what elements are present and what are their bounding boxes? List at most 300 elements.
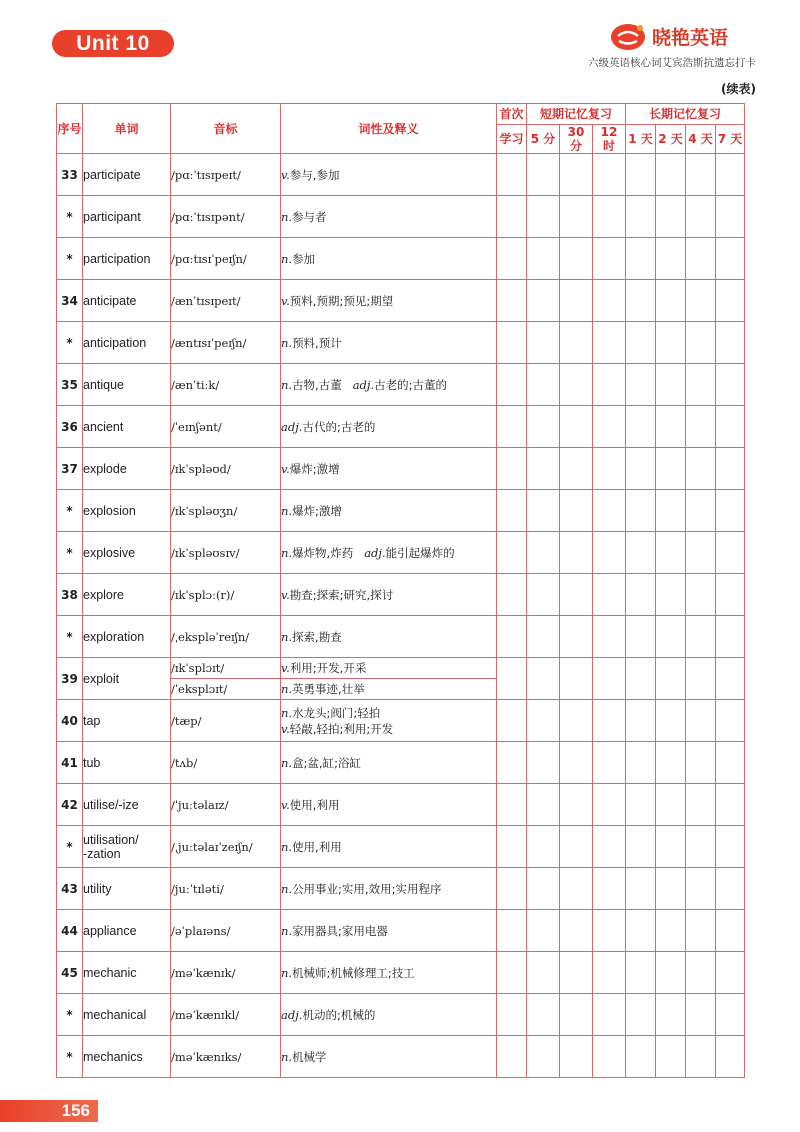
checkbox-cell[interactable] (686, 196, 716, 238)
word-text: tap (83, 713, 101, 728)
checkbox-cell[interactable] (686, 448, 716, 490)
meaning-text: 能引起爆炸的 (385, 545, 455, 560)
table-row (57, 154, 745, 196)
checkbox-cell[interactable] (527, 238, 560, 280)
checkbox-cell[interactable] (716, 406, 745, 448)
phonetic-cell: /tʌb/ (171, 742, 281, 784)
checkbox-cell[interactable] (593, 280, 626, 322)
checkbox-cell[interactable] (656, 196, 686, 238)
checkbox-cell[interactable] (497, 490, 527, 532)
meaning-cell (281, 658, 497, 679)
meaning-cell (281, 196, 497, 238)
checkbox-cell[interactable] (527, 742, 560, 784)
checkbox-cell[interactable] (527, 322, 560, 364)
meaning-text: 家用器具;家用电器 (292, 923, 388, 938)
checkbox-cell[interactable] (497, 700, 527, 742)
checkbox-cell[interactable] (593, 910, 626, 952)
checkbox-cell[interactable] (560, 574, 593, 616)
checkbox-cell[interactable] (716, 532, 745, 574)
checkbox-cell[interactable] (497, 406, 527, 448)
checkbox-cell[interactable] (656, 448, 686, 490)
checkbox-cell[interactable] (497, 322, 527, 364)
checkbox-cell[interactable] (560, 448, 593, 490)
checkbox-cell[interactable] (656, 574, 686, 616)
checkbox-cell[interactable] (593, 616, 626, 658)
checkbox-cell[interactable] (686, 784, 716, 826)
meaning-text: 利用;开发,开采 (289, 661, 367, 675)
checkbox-cell[interactable] (656, 238, 686, 280)
checkbox-cell[interactable] (716, 952, 745, 994)
checkbox-cell[interactable] (497, 784, 527, 826)
part-of-speech: n. (281, 335, 293, 350)
checkbox-cell[interactable] (527, 994, 560, 1036)
checkbox-cell[interactable] (656, 700, 686, 742)
col-long-term-header: 长期记忆复习 (626, 104, 745, 125)
part-of-speech: n. (281, 839, 293, 854)
col-phonetic-header: 音标 (171, 104, 281, 154)
phonetic-cell: /ɪkˈspləʊʒn/ (171, 490, 281, 532)
seq-cell: 36 (57, 406, 83, 448)
checkbox-cell[interactable] (593, 868, 626, 910)
checkbox-cell[interactable] (686, 574, 716, 616)
checkbox-cell[interactable] (716, 196, 745, 238)
col-seq-header: 序号 (57, 104, 83, 154)
meaning-text: 水龙头;阀门;轻拍 (292, 705, 381, 720)
checkbox-cell[interactable] (527, 868, 560, 910)
table-row (57, 196, 745, 238)
checkbox-cell[interactable] (593, 952, 626, 994)
word-text: explosion (83, 503, 136, 518)
meaning-text: 爆炸物,炸药 (292, 545, 354, 560)
checkbox-cell[interactable] (560, 994, 593, 1036)
part-of-speech: v. (281, 721, 290, 736)
checkbox-cell[interactable] (593, 784, 626, 826)
checkbox-cell[interactable] (716, 868, 745, 910)
checkbox-cell[interactable] (686, 616, 716, 658)
checkbox-cell[interactable] (626, 322, 656, 364)
checkbox-cell[interactable] (560, 154, 593, 196)
meaning-text: 勘查;探索;研究,探讨 (289, 587, 394, 602)
checkbox-cell[interactable] (686, 532, 716, 574)
checkbox-cell[interactable] (716, 490, 745, 532)
word-cell (83, 532, 171, 574)
checkbox-cell[interactable] (716, 994, 745, 1036)
word-text: mechanic (83, 965, 137, 980)
phonetic-cell: /juːˈtɪləti/ (171, 868, 281, 910)
checkbox-cell[interactable] (716, 616, 745, 658)
table-row (57, 490, 745, 532)
checkbox-cell[interactable] (527, 574, 560, 616)
checkbox-cell[interactable] (656, 532, 686, 574)
seq-cell: * (57, 238, 83, 280)
phonetic-cell: /ˈeɪnʃənt/ (171, 406, 281, 448)
checkbox-cell[interactable] (560, 364, 593, 406)
table-row (57, 532, 745, 574)
checkbox-cell[interactable] (527, 784, 560, 826)
checkbox-cell[interactable] (593, 532, 626, 574)
seq-cell: * (57, 196, 83, 238)
checkbox-cell[interactable] (593, 994, 626, 1036)
checkbox-cell[interactable] (593, 406, 626, 448)
checkbox-cell[interactable] (626, 364, 656, 406)
checkbox-cell[interactable] (716, 700, 745, 742)
checkbox-cell[interactable] (716, 742, 745, 784)
checkbox-cell[interactable] (656, 742, 686, 784)
checkbox-cell[interactable] (656, 784, 686, 826)
unit-badge: Unit 10 (52, 30, 174, 57)
checkbox-cell[interactable] (560, 490, 593, 532)
phonetic-cell: /məˈkænɪks/ (171, 1036, 281, 1078)
seq-cell: * (57, 490, 83, 532)
checkbox-cell[interactable] (593, 1036, 626, 1078)
checkbox-cell[interactable] (626, 532, 656, 574)
part-of-speech: n. (281, 503, 293, 518)
checkbox-cell[interactable] (686, 490, 716, 532)
checkbox-cell[interactable] (656, 952, 686, 994)
checkbox-cell[interactable] (656, 868, 686, 910)
meaning-cell (281, 700, 497, 742)
checkbox-cell[interactable] (560, 868, 593, 910)
checkbox-cell[interactable] (626, 742, 656, 784)
meaning-cell (281, 784, 497, 826)
checkbox-cell[interactable] (527, 532, 560, 574)
checkbox-cell[interactable] (527, 910, 560, 952)
checkbox-cell[interactable] (560, 826, 593, 868)
phonetic-cell: /ˈjuːtəlaɪz/ (171, 784, 281, 826)
checkbox-cell[interactable] (497, 196, 527, 238)
checkbox-cell[interactable] (626, 490, 656, 532)
seq-cell: * (57, 1036, 83, 1078)
phonetic-cell: /ænˈtɪsɪpeɪt/ (171, 280, 281, 322)
checkbox-cell[interactable] (626, 406, 656, 448)
checkbox-cell[interactable] (656, 490, 686, 532)
checkbox-cell[interactable] (716, 910, 745, 952)
word-text: anticipate (83, 293, 137, 308)
checkbox-cell[interactable] (497, 448, 527, 490)
checkbox-cell[interactable] (593, 826, 626, 868)
phonetic-cell: /ˌjuːtəlaɪˈzeɪʃn/ (171, 826, 281, 868)
part-of-speech: v. (281, 587, 290, 602)
checkbox-cell[interactable] (716, 448, 745, 490)
word-cell (83, 910, 171, 952)
checkbox-cell[interactable] (686, 154, 716, 196)
checkbox-cell[interactable] (656, 616, 686, 658)
checkbox-cell[interactable] (560, 280, 593, 322)
meaning-text: 预料,预计 (292, 335, 342, 350)
checkbox-cell[interactable] (560, 532, 593, 574)
checkbox-cell[interactable] (593, 574, 626, 616)
checkbox-cell[interactable] (626, 1036, 656, 1078)
checkbox-cell[interactable] (497, 994, 527, 1036)
word-cell (83, 1036, 171, 1078)
checkbox-cell[interactable] (497, 742, 527, 784)
checkbox-cell[interactable] (527, 490, 560, 532)
checkbox-cell[interactable] (593, 700, 626, 742)
phonetic-cell: /ɪkˈsplɔɪt/ (171, 658, 281, 679)
word-cell (83, 784, 171, 826)
word-text: explosive (83, 545, 136, 560)
checkbox-cell[interactable] (716, 280, 745, 322)
col-short-term-header: 短期记忆复习 (527, 104, 626, 125)
col-long-4d: 4 天 (686, 125, 716, 154)
word-text: mechanical (83, 1007, 147, 1022)
meaning-text: 古老的;古董的 (374, 377, 448, 392)
checkbox-cell[interactable] (527, 1036, 560, 1078)
seq-cell: 40 (57, 700, 83, 742)
phonetic-cell: /ˌekspləˈreɪʃn/ (171, 616, 281, 658)
meaning-text: 公用事业;实用,效用;实用程序 (292, 881, 442, 896)
checkbox-cell[interactable] (626, 658, 656, 700)
phonetic-cell: /ˈeksplɔɪt/ (171, 679, 281, 700)
checkbox-cell[interactable] (626, 196, 656, 238)
checkbox-cell[interactable] (497, 238, 527, 280)
checkbox-cell[interactable] (560, 742, 593, 784)
meaning-text: 机械学 (292, 1049, 327, 1064)
checkbox-cell[interactable] (593, 364, 626, 406)
checkbox-cell[interactable] (686, 994, 716, 1036)
checkbox-cell[interactable] (497, 280, 527, 322)
seq-cell: 34 (57, 280, 83, 322)
col-long-2d: 2 天 (656, 125, 686, 154)
part-of-speech: adj. (281, 1007, 303, 1022)
checkbox-cell[interactable] (716, 238, 745, 280)
checkbox-cell[interactable] (656, 280, 686, 322)
meaning-cell (281, 280, 497, 322)
table-row (57, 406, 745, 448)
checkbox-cell[interactable] (656, 322, 686, 364)
checkbox-cell[interactable] (497, 868, 527, 910)
checkbox-cell[interactable] (626, 238, 656, 280)
checkbox-cell[interactable] (626, 616, 656, 658)
meaning-cell (281, 238, 497, 280)
meaning-cell (281, 952, 497, 994)
meaning-cell (281, 868, 497, 910)
checkbox-cell[interactable] (716, 1036, 745, 1078)
meaning-cell (281, 742, 497, 784)
checkbox-cell[interactable] (686, 910, 716, 952)
meaning-text: 参与,参加 (289, 167, 340, 182)
meaning-cell (281, 910, 497, 952)
seq-cell: * (57, 322, 83, 364)
word-cell (83, 700, 171, 742)
meaning-cell (281, 490, 497, 532)
checkbox-cell[interactable] (716, 364, 745, 406)
checkbox-cell[interactable] (497, 154, 527, 196)
continued-label: (续表) (721, 82, 756, 96)
col-short-12h: 12 时 (593, 125, 626, 154)
phonetic-cell: /məˈkænɪkl/ (171, 994, 281, 1036)
checkbox-cell[interactable] (497, 532, 527, 574)
checkbox-cell[interactable] (686, 406, 716, 448)
part-of-speech: v. (281, 661, 290, 675)
checkbox-cell[interactable] (626, 994, 656, 1036)
checkbox-cell[interactable] (656, 364, 686, 406)
checkbox-cell[interactable] (560, 238, 593, 280)
checkbox-cell[interactable] (527, 406, 560, 448)
part-of-speech: v. (281, 167, 290, 182)
table-row (57, 910, 745, 952)
checkbox-cell[interactable] (527, 826, 560, 868)
checkbox-cell[interactable] (560, 322, 593, 364)
col-first-study-sub: 学习 (497, 125, 527, 154)
checkbox-cell[interactable] (716, 574, 745, 616)
checkbox-cell[interactable] (686, 700, 716, 742)
meaning-text: 探索,勘查 (292, 629, 342, 644)
table-row (57, 784, 745, 826)
checkbox-cell[interactable] (527, 658, 560, 700)
checkbox-cell[interactable] (527, 616, 560, 658)
checkbox-cell[interactable] (497, 910, 527, 952)
checkbox-cell[interactable] (686, 826, 716, 868)
table-row (57, 616, 745, 658)
checkbox-cell[interactable] (626, 868, 656, 910)
checkbox-cell[interactable] (656, 994, 686, 1036)
brand-logo-icon (610, 22, 648, 52)
word-cell (83, 406, 171, 448)
part-of-speech: n. (281, 881, 293, 896)
table-row (57, 574, 745, 616)
word-cell (83, 238, 171, 280)
checkbox-cell[interactable] (527, 448, 560, 490)
meaning-text: 使用,利用 (289, 797, 340, 812)
table-row (57, 322, 745, 364)
col-short-5min: 5 分 (527, 125, 560, 154)
word-text: explore (83, 587, 124, 602)
checkbox-cell[interactable] (560, 952, 593, 994)
word-cell (83, 952, 171, 994)
checkbox-cell[interactable] (497, 574, 527, 616)
table-row (57, 826, 745, 868)
word-cell (83, 994, 171, 1036)
phonetic-cell: /pɑːˈtɪsɪpeɪt/ (171, 154, 281, 196)
checkbox-cell[interactable] (716, 658, 745, 700)
phonetic-cell: /pɑːˈtɪsɪpənt/ (171, 196, 281, 238)
checkbox-cell[interactable] (593, 322, 626, 364)
checkbox-cell[interactable] (686, 238, 716, 280)
checkbox-cell[interactable] (560, 196, 593, 238)
table-row (57, 448, 745, 490)
word-cell: exploit (83, 658, 171, 700)
checkbox-cell[interactable] (686, 322, 716, 364)
checkbox-cell[interactable] (593, 742, 626, 784)
phonetic-cell: /tæp/ (171, 700, 281, 742)
checkbox-cell[interactable] (686, 952, 716, 994)
checkbox-cell[interactable] (560, 616, 593, 658)
checkbox-cell[interactable] (593, 196, 626, 238)
checkbox-cell[interactable] (497, 826, 527, 868)
checkbox-cell[interactable] (686, 280, 716, 322)
checkbox-cell[interactable] (716, 154, 745, 196)
checkbox-cell[interactable] (527, 700, 560, 742)
checkbox-cell[interactable] (686, 364, 716, 406)
checkbox-cell[interactable] (626, 826, 656, 868)
checkbox-cell[interactable] (527, 952, 560, 994)
seq-cell: * (57, 616, 83, 658)
checkbox-cell[interactable] (716, 322, 745, 364)
page-number: 156 (61, 1101, 90, 1120)
checkbox-cell[interactable] (656, 406, 686, 448)
checkbox-cell[interactable] (560, 658, 593, 700)
checkbox-cell[interactable] (716, 784, 745, 826)
checkbox-cell[interactable] (656, 658, 686, 700)
part-of-speech: n. (281, 251, 293, 266)
checkbox-cell[interactable] (560, 1036, 593, 1078)
word-cell (83, 616, 171, 658)
checkbox-cell[interactable] (593, 238, 626, 280)
checkbox-cell[interactable] (593, 154, 626, 196)
checkbox-cell[interactable] (497, 658, 527, 700)
meaning-text: 机械师;机械修理工;技工 (292, 965, 415, 980)
phonetic-cell: /ɪkˈsplɔː(r)/ (171, 574, 281, 616)
word-cell (83, 154, 171, 196)
checkbox-cell[interactable] (686, 868, 716, 910)
checkbox-cell[interactable] (686, 1036, 716, 1078)
checkbox-cell[interactable] (560, 910, 593, 952)
checkbox-cell[interactable] (626, 448, 656, 490)
checkbox-cell[interactable] (527, 364, 560, 406)
word-text-continued: -zation (83, 846, 121, 861)
checkbox-cell[interactable] (686, 658, 716, 700)
checkbox-cell[interactable] (593, 448, 626, 490)
page-number-badge (0, 1100, 98, 1122)
seq-cell: 44 (57, 910, 83, 952)
word-cell (83, 574, 171, 616)
part-of-speech: n. (281, 209, 293, 224)
checkbox-cell[interactable] (593, 658, 626, 700)
word-cell (83, 490, 171, 532)
checkbox-cell[interactable] (656, 826, 686, 868)
checkbox-cell[interactable] (656, 154, 686, 196)
checkbox-cell[interactable] (626, 952, 656, 994)
checkbox-cell[interactable] (527, 154, 560, 196)
part-of-speech: n. (281, 923, 293, 938)
meaning-line (281, 705, 496, 721)
checkbox-cell[interactable] (560, 700, 593, 742)
checkbox-cell[interactable] (716, 826, 745, 868)
table-row (57, 868, 745, 910)
checkbox-cell[interactable] (626, 154, 656, 196)
checkbox-cell[interactable] (656, 1036, 686, 1078)
checkbox-cell[interactable] (560, 406, 593, 448)
checkbox-cell[interactable] (626, 910, 656, 952)
checkbox-cell[interactable] (497, 364, 527, 406)
phonetic-cell: /ɪkˈspləʊd/ (171, 448, 281, 490)
checkbox-cell[interactable] (560, 784, 593, 826)
meaning-text: 参加 (292, 251, 316, 266)
seq-cell: 35 (57, 364, 83, 406)
word-text: participation (83, 251, 151, 266)
checkbox-cell[interactable] (626, 280, 656, 322)
table-row (57, 952, 745, 994)
checkbox-cell[interactable] (626, 574, 656, 616)
meaning-cell (281, 322, 497, 364)
checkbox-cell[interactable] (593, 490, 626, 532)
checkbox-cell[interactable] (656, 910, 686, 952)
word-text: antique (83, 377, 125, 392)
checkbox-cell[interactable] (527, 196, 560, 238)
col-word-header: 单词 (83, 104, 171, 154)
checkbox-cell[interactable] (686, 742, 716, 784)
checkbox-cell[interactable] (497, 616, 527, 658)
phonetic-cell: /ænˈtiːk/ (171, 364, 281, 406)
meaning-cell (281, 679, 497, 700)
checkbox-cell[interactable] (497, 952, 527, 994)
checkbox-cell[interactable] (527, 280, 560, 322)
checkbox-cell[interactable] (497, 1036, 527, 1078)
checkbox-cell[interactable] (626, 784, 656, 826)
checkbox-cell[interactable] (626, 700, 656, 742)
meaning-text: 轻敲,轻拍;利用;开发 (289, 721, 394, 736)
